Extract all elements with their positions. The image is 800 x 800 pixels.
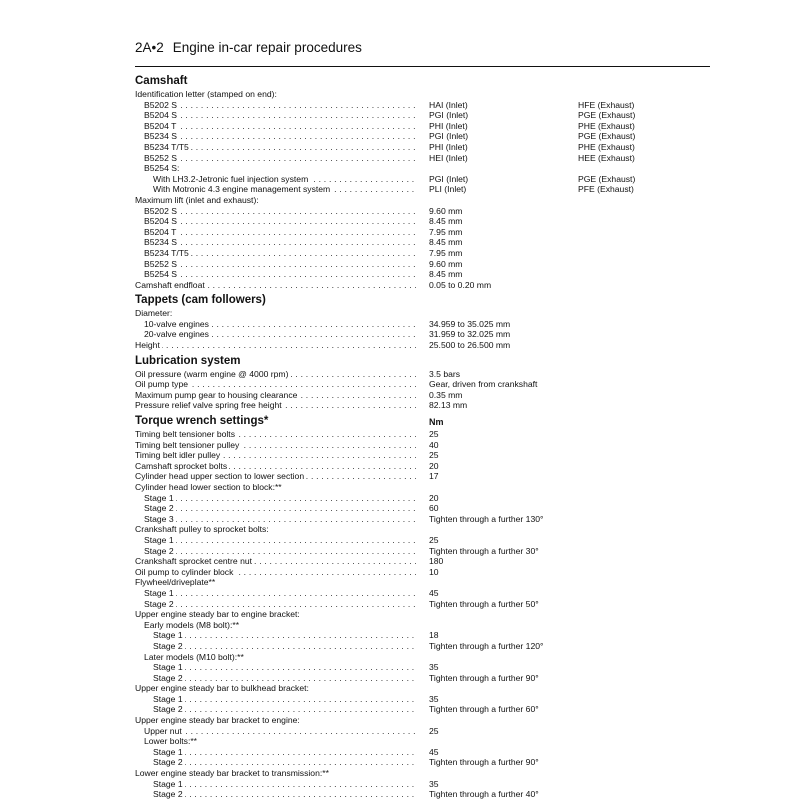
spec-value: 10 bbox=[429, 566, 439, 577]
spec-label-text: Oil pump type bbox=[135, 379, 189, 390]
section-heading bbox=[135, 354, 710, 369]
spec-row bbox=[135, 379, 710, 390]
spec-label-text: Stage 2 bbox=[153, 757, 183, 768]
spec-row bbox=[135, 546, 710, 557]
spec-row bbox=[135, 100, 710, 111]
spec-row bbox=[135, 599, 710, 610]
spec-value: 35 bbox=[429, 693, 439, 704]
column-unit-heading: Nm bbox=[429, 417, 444, 428]
spec-label bbox=[135, 440, 416, 451]
spec-section bbox=[135, 293, 710, 350]
spec-value: HAI (Inlet) bbox=[429, 99, 468, 110]
spec-label-text: Stage 1 bbox=[153, 693, 183, 704]
spec-label-text: Upper engine steady bar to engine bracket: bbox=[135, 609, 300, 620]
spec-label bbox=[144, 248, 416, 259]
spec-label-text: Pressure relief valve spring free height bbox=[135, 400, 282, 411]
page-title: Engine in-car repair procedures bbox=[172, 40, 362, 55]
spec-value: Tighten through a further 90° bbox=[429, 757, 539, 768]
spec-value: 20 bbox=[429, 492, 439, 503]
spec-row bbox=[135, 269, 710, 280]
spec-label bbox=[144, 726, 416, 737]
spec-value: 17 bbox=[429, 471, 439, 482]
section-heading bbox=[135, 74, 710, 89]
spec-label-text: Lower engine steady bar bracket to transmission:** bbox=[135, 768, 329, 779]
spec-label bbox=[144, 227, 416, 238]
spec-row bbox=[135, 174, 710, 185]
spec-value: Tighten through a further 40° bbox=[429, 789, 539, 800]
spec-label bbox=[153, 673, 416, 684]
spec-row bbox=[135, 121, 710, 132]
spec-value-secondary: HEE (Exhaust) bbox=[578, 152, 635, 163]
spec-label-text: Stage 1 bbox=[153, 630, 183, 641]
spec-value: PHI (Inlet) bbox=[429, 120, 468, 131]
spec-label-text: Cylinder head upper section to lower section bbox=[135, 471, 305, 482]
spec-label bbox=[135, 471, 416, 482]
spec-label-text: Crankshaft pulley to sprocket bolts: bbox=[135, 524, 269, 535]
spec-row bbox=[135, 630, 710, 641]
spec-label bbox=[135, 768, 416, 779]
spec-row bbox=[135, 280, 710, 291]
spec-label-text: B5202 S bbox=[144, 205, 177, 216]
spec-value: Tighten through a further 60° bbox=[429, 704, 539, 715]
spec-label-text: B5252 S bbox=[144, 258, 177, 269]
spec-label-text: Stage 2 bbox=[153, 672, 183, 683]
spec-label bbox=[144, 736, 416, 747]
spec-row bbox=[135, 514, 710, 525]
spec-label-text: B5254 S bbox=[144, 269, 177, 280]
spec-row bbox=[135, 131, 710, 142]
spec-value: 8.45 mm bbox=[429, 237, 463, 248]
spec-row bbox=[135, 779, 710, 790]
spec-label bbox=[135, 524, 416, 535]
spec-label-text: Later models (M10 bolt):** bbox=[144, 651, 244, 662]
spec-label bbox=[144, 620, 416, 631]
spec-label-text: B5234 S bbox=[144, 237, 177, 248]
spec-value: 60 bbox=[429, 503, 439, 514]
spec-label-text: Stage 2 bbox=[153, 640, 183, 651]
spec-label-text: B5234 T/T5 bbox=[144, 141, 189, 152]
section-heading-text: Camshaft bbox=[135, 75, 188, 87]
spec-label bbox=[135, 683, 416, 694]
spec-label bbox=[135, 308, 416, 319]
spec-value: 20 bbox=[429, 460, 439, 471]
spec-value: 25 bbox=[429, 534, 439, 545]
spec-row bbox=[135, 556, 710, 567]
spec-value-secondary: PFE (Exhaust) bbox=[578, 184, 634, 195]
spec-row bbox=[135, 440, 710, 451]
spec-row bbox=[135, 577, 710, 588]
spec-label-text: Oil pump to cylinder block bbox=[135, 566, 234, 577]
spec-label-text: Stage 2 bbox=[144, 545, 174, 556]
spec-label bbox=[144, 652, 416, 663]
spec-label bbox=[144, 142, 416, 153]
spec-label-text: Stage 2 bbox=[153, 789, 183, 800]
spec-value-secondary: PGE (Exhaust) bbox=[578, 110, 636, 121]
spec-value: 9.60 mm bbox=[429, 258, 463, 269]
spec-row bbox=[135, 588, 710, 599]
spec-label-text: With LH3.2-Jetronic fuel injection system bbox=[153, 173, 309, 184]
spec-row bbox=[135, 237, 710, 248]
spec-label bbox=[144, 237, 416, 248]
spec-label-text: Maximum pump gear to housing clearance bbox=[135, 389, 298, 400]
spec-label bbox=[135, 609, 416, 620]
spec-label bbox=[153, 630, 416, 641]
spec-row bbox=[135, 471, 710, 482]
spec-value: PHI (Inlet) bbox=[429, 141, 468, 152]
spec-section bbox=[135, 414, 710, 800]
spec-row bbox=[135, 461, 710, 472]
spec-label-text: Stage 1 bbox=[153, 662, 183, 673]
spec-row bbox=[135, 227, 710, 238]
spec-label bbox=[144, 110, 416, 121]
spec-value-secondary: PGE (Exhaust) bbox=[578, 173, 636, 184]
spec-label-text: B5234 S bbox=[144, 131, 177, 142]
spec-label-text: Stage 1 bbox=[153, 746, 183, 757]
spec-label-text: 10-valve engines bbox=[144, 318, 209, 329]
spec-value: 0.05 to 0.20 mm bbox=[429, 279, 492, 290]
spec-value: 82.13 mm bbox=[429, 400, 468, 411]
spec-label-text: Camshaft endfloat bbox=[135, 279, 205, 290]
spec-label bbox=[144, 588, 416, 599]
spec-row bbox=[135, 89, 710, 100]
spec-label bbox=[144, 546, 416, 557]
spec-label bbox=[135, 195, 416, 206]
spec-row bbox=[135, 704, 710, 715]
spec-section bbox=[135, 74, 710, 290]
spec-label-text: B5254 S: bbox=[144, 163, 180, 174]
spec-label bbox=[135, 340, 416, 351]
spec-row bbox=[135, 400, 710, 411]
spec-label-text: Upper nut bbox=[144, 725, 182, 736]
spec-label bbox=[135, 715, 416, 726]
spec-row bbox=[135, 620, 710, 631]
spec-row bbox=[135, 609, 710, 620]
spec-label bbox=[144, 503, 416, 514]
spec-label bbox=[144, 100, 416, 111]
spec-label-text: Oil pressure (warm engine @ 4000 rpm) bbox=[135, 368, 289, 379]
spec-label-text: Stage 1 bbox=[144, 534, 174, 545]
spec-label-text: Stage 2 bbox=[153, 704, 183, 715]
spec-label-text: Upper engine steady bar to bulkhead bracket: bbox=[135, 683, 309, 694]
spec-value: Tighten through a further 130° bbox=[429, 513, 544, 524]
spec-row bbox=[135, 329, 710, 340]
spec-row bbox=[135, 493, 710, 504]
spec-label-text: Early models (M8 bolt):** bbox=[144, 619, 240, 630]
spec-label-text: B5202 S bbox=[144, 99, 177, 110]
spec-value: 3.5 bars bbox=[429, 368, 461, 379]
spec-value: PLI (Inlet) bbox=[429, 184, 467, 195]
spec-row bbox=[135, 715, 710, 726]
spec-value: Tighten through a further 120° bbox=[429, 640, 544, 651]
spec-value: PGI (Inlet) bbox=[429, 173, 469, 184]
spec-label-text: Height bbox=[135, 340, 160, 351]
spec-label-text: Flywheel/driveplate** bbox=[135, 577, 216, 588]
spec-row bbox=[135, 482, 710, 493]
spec-value-secondary: PHE (Exhaust) bbox=[578, 120, 635, 131]
spec-row bbox=[135, 567, 710, 578]
spec-label bbox=[153, 184, 416, 195]
spec-row bbox=[135, 641, 710, 652]
spec-label bbox=[135, 369, 416, 380]
spec-row bbox=[135, 694, 710, 705]
spec-value: PGI (Inlet) bbox=[429, 131, 469, 142]
spec-row bbox=[135, 673, 710, 684]
spec-label-text: Maximum lift (inlet and exhaust): bbox=[135, 194, 259, 205]
spec-label-text: Lower bolts:** bbox=[144, 736, 198, 747]
spec-row bbox=[135, 308, 710, 319]
spec-label bbox=[135, 461, 416, 472]
spec-label bbox=[135, 379, 416, 390]
spec-label-text: Cylinder head lower section to block:** bbox=[135, 482, 282, 492]
spec-label bbox=[144, 514, 416, 525]
spec-value: 25 bbox=[429, 429, 439, 440]
section-heading-text: Lubrication system bbox=[135, 354, 241, 367]
spec-label-text: 20-valve engines bbox=[144, 329, 209, 340]
spec-label-text: Timing belt tensioner bolts bbox=[135, 429, 235, 440]
spec-label-text: B5204 S bbox=[144, 110, 177, 121]
spec-value: 0.35 mm bbox=[429, 389, 463, 400]
spec-value: PGI (Inlet) bbox=[429, 110, 469, 121]
spec-value: 18 bbox=[429, 630, 439, 641]
spec-row bbox=[135, 726, 710, 737]
spec-label bbox=[135, 556, 416, 567]
spec-value: 34.959 to 35.025 mm bbox=[429, 318, 511, 329]
spec-label bbox=[153, 662, 416, 673]
spec-label bbox=[153, 174, 416, 185]
spec-row bbox=[135, 524, 710, 535]
spec-row bbox=[135, 369, 710, 380]
spec-label-text: Stage 3 bbox=[144, 513, 174, 524]
spec-label bbox=[135, 450, 416, 461]
spec-label bbox=[135, 429, 416, 440]
spec-value-secondary: HFE (Exhaust) bbox=[578, 99, 635, 110]
spec-row bbox=[135, 319, 710, 330]
spec-row bbox=[135, 259, 710, 270]
spec-value: Gear, driven from crankshaft bbox=[429, 379, 538, 390]
spec-row bbox=[135, 142, 710, 153]
spec-value: 9.60 mm bbox=[429, 205, 463, 216]
spec-label bbox=[153, 757, 416, 768]
spec-value: 7.95 mm bbox=[429, 226, 463, 237]
spec-label bbox=[144, 131, 416, 142]
spec-value: HEI (Inlet) bbox=[429, 152, 468, 163]
spec-label-text: Stage 1 bbox=[144, 587, 174, 598]
spec-value: 25 bbox=[429, 725, 439, 736]
spec-label bbox=[153, 694, 416, 705]
section-heading-text: Tappets (cam followers) bbox=[135, 294, 266, 307]
spec-row bbox=[135, 736, 710, 747]
spec-row bbox=[135, 390, 710, 401]
spec-value-secondary: PGE (Exhaust) bbox=[578, 131, 636, 142]
spec-label bbox=[144, 319, 416, 330]
spec-row bbox=[135, 789, 710, 800]
section-heading-text: Torque wrench settings* bbox=[135, 415, 269, 428]
spec-row bbox=[135, 429, 710, 440]
spec-label bbox=[153, 641, 416, 652]
spec-row bbox=[135, 757, 710, 768]
spec-value: Tighten through a further 30° bbox=[429, 545, 539, 556]
spec-value: 45 bbox=[429, 746, 439, 757]
spec-row bbox=[135, 768, 710, 779]
spec-row bbox=[135, 110, 710, 121]
spec-value: 25.500 to 26.500 mm bbox=[429, 340, 511, 351]
spec-label-text: Camshaft sprocket bolts bbox=[135, 460, 228, 471]
spec-label bbox=[135, 482, 416, 493]
spec-label bbox=[144, 216, 416, 227]
spec-label-text: B5204 T bbox=[144, 226, 177, 237]
spec-row bbox=[135, 340, 710, 351]
spec-value: 45 bbox=[429, 587, 439, 598]
spec-label-text: Stage 2 bbox=[144, 503, 174, 514]
spec-row bbox=[135, 747, 710, 758]
spec-row bbox=[135, 683, 710, 694]
spec-label-text: Upper engine steady bar bracket to engine: bbox=[135, 715, 300, 726]
spec-label bbox=[153, 704, 416, 715]
spec-label-text: Identification letter (stamped on end): bbox=[135, 89, 277, 99]
spec-section bbox=[135, 354, 710, 411]
spec-label bbox=[153, 779, 416, 790]
spec-value-secondary: PHE (Exhaust) bbox=[578, 141, 635, 152]
spec-value: 40 bbox=[429, 439, 439, 450]
spec-label bbox=[135, 400, 416, 411]
spec-value: 35 bbox=[429, 662, 439, 673]
spec-label-text: Timing belt tensioner pulley bbox=[135, 439, 240, 450]
spec-label-text: With Motronic 4.3 engine management system bbox=[153, 184, 331, 195]
spec-label bbox=[135, 577, 416, 588]
spec-label-text: Diameter: bbox=[135, 308, 173, 319]
spec-label bbox=[153, 789, 416, 800]
spec-value: 31.959 to 32.025 mm bbox=[429, 329, 511, 340]
spec-label-text: B5204 T bbox=[144, 120, 177, 131]
spec-label-text: B5204 S bbox=[144, 216, 177, 227]
spec-row bbox=[135, 195, 710, 206]
spec-value: 35 bbox=[429, 778, 439, 789]
spec-row bbox=[135, 206, 710, 217]
spec-row bbox=[135, 153, 710, 164]
spec-row bbox=[135, 652, 710, 663]
spec-label-text: Stage 1 bbox=[144, 492, 174, 503]
spec-row bbox=[135, 248, 710, 259]
spec-row bbox=[135, 184, 710, 195]
spec-label-text: B5252 S bbox=[144, 152, 177, 163]
spec-label bbox=[135, 89, 416, 100]
spec-label bbox=[135, 390, 416, 401]
spec-label bbox=[144, 329, 416, 340]
spec-row bbox=[135, 216, 710, 227]
spec-label bbox=[144, 259, 416, 270]
spec-row bbox=[135, 450, 710, 461]
spec-label bbox=[153, 747, 416, 758]
section-heading bbox=[135, 414, 710, 429]
spec-label-text: Stage 2 bbox=[144, 598, 174, 609]
specifications-content bbox=[135, 71, 710, 800]
spec-label bbox=[144, 153, 416, 164]
spec-value: 8.45 mm bbox=[429, 269, 463, 280]
spec-value: 8.45 mm bbox=[429, 216, 463, 227]
spec-label bbox=[135, 280, 416, 291]
section-heading bbox=[135, 293, 710, 308]
spec-row bbox=[135, 163, 710, 174]
spec-label bbox=[144, 121, 416, 132]
spec-label bbox=[144, 269, 416, 280]
page-header bbox=[135, 40, 710, 67]
spec-label-text: Stage 1 bbox=[153, 778, 183, 789]
spec-value: Tighten through a further 90° bbox=[429, 672, 539, 683]
spec-label-text: Timing belt idler pulley bbox=[135, 450, 221, 461]
spec-label bbox=[144, 163, 416, 174]
spec-label bbox=[144, 493, 416, 504]
spec-label bbox=[135, 567, 416, 578]
spec-label-text: Crankshaft sprocket centre nut bbox=[135, 556, 253, 567]
spec-row bbox=[135, 535, 710, 546]
spec-value: Tighten through a further 50° bbox=[429, 598, 539, 609]
spec-row bbox=[135, 503, 710, 514]
spec-row bbox=[135, 662, 710, 673]
spec-value: 180 bbox=[429, 556, 444, 567]
spec-value: 25 bbox=[429, 450, 439, 461]
page-number: 2A•2 bbox=[135, 40, 164, 55]
spec-label-text: B5234 T/T5 bbox=[144, 247, 189, 258]
spec-value: 7.95 mm bbox=[429, 247, 463, 258]
spec-label bbox=[144, 206, 416, 217]
spec-label bbox=[144, 599, 416, 610]
spec-label bbox=[144, 535, 416, 546]
